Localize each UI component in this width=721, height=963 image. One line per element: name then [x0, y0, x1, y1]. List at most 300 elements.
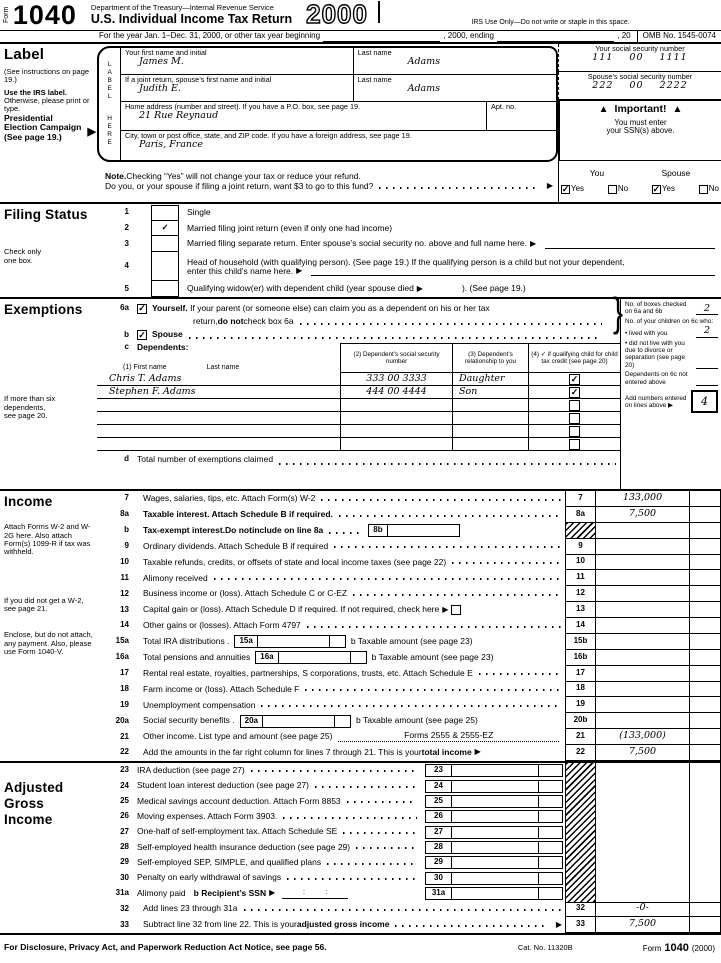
- exemptions-main: [97, 291, 623, 489]
- cents-cell[interactable]: [690, 602, 720, 618]
- cents-cell[interactable]: [690, 666, 720, 682]
- apt-number-field[interactable]: [486, 102, 556, 130]
- yourself-text: If your parent (or someone else) can claim you as a dependent on his or her tax: [190, 302, 490, 313]
- sub-entry[interactable]: [452, 811, 538, 822]
- total-exemptions-box[interactable]: 4: [691, 390, 718, 413]
- lived-with-you-value[interactable]: 2: [696, 326, 718, 338]
- warning-triangle-icon: ▲: [598, 104, 609, 116]
- line-label: Medical savings account deduction. Attach Form 8853: [137, 795, 341, 806]
- filing-line-1: [97, 205, 721, 221]
- dependent-row-3: [97, 399, 620, 412]
- income-line-9: [97, 539, 721, 555]
- cents-cell[interactable]: [690, 745, 720, 761]
- ssn-column: [558, 44, 721, 202]
- taxable-amount-label: b Taxable amount (see page 23): [371, 651, 494, 662]
- dot-leader: [329, 532, 359, 534]
- line-number: 8a: [120, 509, 129, 519]
- tax-year-end-blank[interactable]: [497, 32, 614, 42]
- omb-number: OMB No. 1545-0074: [637, 31, 721, 42]
- sub-line-number: 29: [426, 857, 452, 868]
- dot-leader: [305, 689, 561, 691]
- sub-entry[interactable]: [452, 888, 538, 899]
- entry-box-24: [425, 780, 563, 793]
- dependent-name[interactable]: Chris T. Adams: [109, 372, 182, 384]
- sub-cents[interactable]: [538, 888, 562, 899]
- entry-box-30: [425, 872, 563, 885]
- first-name-value: James M.: [139, 56, 184, 68]
- filing-status-title: Filing Status: [4, 207, 88, 222]
- sub-cents[interactable]: [538, 765, 562, 776]
- dependent-relationship[interactable]: Son: [452, 386, 528, 398]
- last-name-label: Last name: [357, 48, 392, 57]
- filing-status-lines: [97, 204, 721, 297]
- dependent-name[interactable]: [97, 412, 340, 424]
- line-label: Other income. List type and amount (see page 25): [143, 731, 333, 742]
- income-lines: [97, 491, 721, 761]
- cents-cell[interactable]: [690, 697, 720, 713]
- form-title: U.S. Individual Income Tax Return: [90, 12, 293, 27]
- ssn-colon: :: [302, 888, 305, 896]
- label-here-word1: LABEL: [106, 61, 114, 102]
- amount-cell[interactable]: [596, 555, 690, 571]
- sub-entry[interactable]: [452, 781, 538, 792]
- filing-line-2: [97, 221, 721, 237]
- inline-entry[interactable]: [387, 525, 459, 536]
- cents-cell[interactable]: [690, 634, 720, 650]
- first-name-field[interactable]: [121, 48, 354, 74]
- child-tax-credit-checkbox[interactable]: [569, 426, 580, 437]
- other-income-type-entry[interactable]: Forms 2555 & 2555-EZ: [338, 731, 559, 742]
- dependents-header: [97, 343, 620, 373]
- sub-cents[interactable]: [538, 796, 562, 807]
- home-address-value: 21 Rue Reynaud: [139, 110, 219, 122]
- spouse-ssn-field[interactable]: [558, 72, 721, 100]
- line-number: 22: [120, 747, 129, 757]
- cents-cell[interactable]: [690, 901, 720, 917]
- dependents-not-entered-blank[interactable]: [696, 385, 718, 386]
- spouse-last-name-field[interactable]: [354, 75, 556, 101]
- sub-entry[interactable]: [452, 842, 538, 853]
- amount-cell[interactable]: [596, 729, 690, 745]
- dot-leader: [356, 847, 417, 849]
- line-20a-entry-box: [240, 715, 351, 728]
- filing-checkbox-4[interactable]: [151, 252, 179, 281]
- dependent-relationship[interactable]: [452, 412, 528, 424]
- inline-box-number: 16a: [260, 652, 274, 662]
- amount-cell[interactable]: [596, 586, 690, 602]
- line-8b-entry-box: [368, 524, 459, 537]
- income-line-10: [97, 555, 721, 571]
- right-line-number: 8a: [566, 507, 596, 523]
- line-number: 9: [124, 541, 129, 551]
- dependent-name[interactable]: [97, 425, 340, 437]
- filing-checkbox-5[interactable]: [151, 281, 179, 297]
- line-label: Add the amounts in the far right column for lines 7 through 21. This is your: [143, 747, 422, 758]
- recipient-ssn-blank[interactable]: [282, 889, 348, 899]
- right-line-number: 21: [566, 729, 596, 745]
- child-tax-credit-checkbox[interactable]: [569, 413, 580, 424]
- income-line-7: [97, 491, 721, 507]
- sub-line-number: 25: [426, 796, 452, 807]
- footer-form-number: 1040: [664, 941, 689, 954]
- sub-entry[interactable]: [452, 796, 538, 807]
- cents-cell[interactable]: [690, 491, 720, 507]
- dependent-name[interactable]: Stephen F. Adams: [109, 385, 196, 397]
- filing-checkbox-2[interactable]: ✓: [151, 221, 179, 237]
- sub-entry[interactable]: [452, 827, 538, 838]
- right-line-number: 16b: [566, 650, 596, 666]
- line-6b: [97, 328, 620, 342]
- right-line-number: 14: [566, 618, 596, 634]
- spouse-yes-checkbox[interactable]: ✓: [652, 184, 661, 195]
- sub-cents[interactable]: [538, 781, 562, 792]
- right-line-number: 22: [566, 745, 596, 761]
- amount-value: 133,000: [622, 492, 663, 504]
- line-label: Student loan interest deduction (see page 27): [137, 780, 310, 791]
- cents-cell[interactable]: [690, 586, 720, 602]
- catalog-number: Cat. No. 11320B: [517, 942, 573, 952]
- line-number: 26: [120, 811, 129, 821]
- important-box: [558, 100, 721, 160]
- dot-leader: [283, 817, 417, 819]
- presidential-note-bold: Note.: [105, 171, 127, 182]
- cents-cell[interactable]: [690, 507, 720, 523]
- dot-leader: [479, 673, 561, 675]
- line-number: 4: [124, 261, 129, 271]
- tax-year-line-label: For the year Jan. 1–Dec. 31, 2000, or other tax year beginning: [99, 31, 321, 41]
- filing-status-rail: [0, 204, 97, 297]
- entry-box-26: [425, 810, 563, 823]
- must-enter-line2: your SSN(s) above.: [606, 126, 675, 136]
- filing-line-5: [97, 281, 721, 297]
- amount-cell[interactable]: [596, 682, 690, 698]
- yourself-checkbox[interactable]: ✓: [138, 303, 146, 313]
- spouse-no-checkbox[interactable]: [699, 185, 708, 194]
- amount-cell[interactable]: [596, 650, 690, 666]
- schedule-d-checkbox[interactable]: [451, 605, 461, 615]
- right-arrow-icon: ▶: [296, 266, 303, 276]
- dot-leader: [279, 463, 616, 465]
- line-number: 16a: [115, 652, 129, 662]
- right-line-number: 17: [566, 666, 596, 682]
- city-label: City, town or post office, state, and ZIP code. If you have a foreign address, see page 19.: [125, 131, 412, 140]
- line-label: Unemployment compensation: [143, 699, 256, 710]
- dot-leader: [214, 578, 561, 580]
- you-header: You: [589, 167, 605, 178]
- spouse-first-name-value: Judith E.: [139, 83, 181, 95]
- filing-label-5: Qualifying widow(er) with dependent child (year spouse died: [187, 283, 414, 294]
- cents-cell[interactable]: [690, 917, 720, 933]
- cents-cell[interactable]: [690, 523, 720, 539]
- amount-cell[interactable]: [596, 666, 690, 682]
- dependent-check-cell: [528, 438, 620, 450]
- dependents-not-entered-label: Dependents on 6c not entered above: [625, 371, 688, 386]
- right-line-number: 18: [566, 682, 596, 698]
- spouse-last-name-label: Last name: [357, 75, 392, 84]
- you-yes-checkbox[interactable]: ✓: [561, 184, 570, 195]
- sub-cents[interactable]: [538, 827, 562, 838]
- line-label: Social security benefits .: [143, 715, 235, 726]
- line-number: 7: [124, 493, 129, 503]
- child-name-blank[interactable]: [311, 267, 715, 276]
- label-section: [0, 44, 721, 204]
- right-arrow-icon: ▶: [416, 283, 423, 293]
- city-row: [121, 131, 556, 160]
- sub-entry[interactable]: [452, 857, 538, 868]
- footer-form-id: [643, 942, 715, 954]
- dependent-check-cell: [528, 386, 620, 398]
- dependent-ssn[interactable]: [340, 438, 452, 450]
- entry-box-28: [425, 841, 563, 854]
- tax-year: 2000: [306, 0, 368, 30]
- dependent-check-cell: [528, 425, 620, 437]
- dot-leader: [300, 323, 602, 325]
- agi-cents-column: [690, 763, 720, 902]
- dependent-name[interactable]: [97, 399, 340, 411]
- sub-entry[interactable]: [452, 873, 538, 884]
- amount-cell[interactable]: [596, 618, 690, 634]
- line-6a: [97, 302, 620, 315]
- you-no-checkbox[interactable]: [608, 185, 617, 194]
- sub-entry[interactable]: [452, 765, 538, 776]
- total-exemptions-label: Total number of exemptions claimed: [137, 453, 274, 464]
- col1-last-name: Last name: [206, 364, 240, 372]
- presidential-line3: (See page 19.): [4, 132, 62, 142]
- dependent-ssn[interactable]: 333 00 3333: [340, 373, 452, 385]
- col1-first-name: (1) First name: [123, 364, 167, 372]
- amount-cell[interactable]: [596, 523, 690, 539]
- line-label: Wages, salaries, tips, etc. Attach Form(s) W-2: [143, 493, 316, 504]
- right-line-number: 11: [566, 570, 596, 586]
- amount-cell[interactable]: [596, 901, 690, 917]
- cents-cell[interactable]: [690, 729, 720, 745]
- use-irs-label-bold: Use the IRS label.: [4, 87, 67, 97]
- line-15a-entry-box: [234, 635, 345, 648]
- right-line-number: 15b: [566, 634, 596, 650]
- line-number: 24: [120, 780, 129, 790]
- line-label: Other gains or (losses). Attach Form 4797: [143, 620, 301, 631]
- line-number: 18: [120, 683, 129, 693]
- line-label: Ordinary dividends. Attach Schedule B if required: [143, 540, 329, 551]
- line-label: Alimony paid: [137, 887, 186, 898]
- sub-cents[interactable]: [538, 857, 562, 868]
- line-number: c: [124, 342, 129, 351]
- important-label: Important!: [614, 103, 667, 115]
- line-label: One-half of self-employment tax. Attach Schedule SE: [137, 826, 338, 837]
- dot-leader: [334, 546, 561, 548]
- income-line-8b: [97, 523, 721, 539]
- label-bracket: [97, 46, 558, 162]
- exemptions-margin-notes: [620, 299, 721, 489]
- sub-line-number: 28: [426, 842, 452, 853]
- amount-cell[interactable]: [596, 602, 690, 618]
- dependent-ssn[interactable]: [340, 425, 452, 437]
- last-name-field[interactable]: [354, 48, 556, 74]
- dependent-relationship[interactable]: [452, 399, 528, 411]
- line-number: b: [124, 329, 129, 339]
- cents-cell[interactable]: [690, 713, 720, 729]
- spouse-checkbox[interactable]: ✓: [138, 329, 146, 340]
- dependent-row-6: [97, 438, 620, 451]
- page-footer: [0, 935, 721, 959]
- inline-entry[interactable]: [262, 716, 334, 727]
- presidential-note-rest: Checking “Yes” will not change your tax or reduce your refund.: [126, 171, 361, 182]
- spouse-name-blank[interactable]: [545, 240, 715, 249]
- filing-label-5-suffix: ). (See page 19.): [461, 283, 526, 294]
- filing-checkbox-1[interactable]: [151, 205, 179, 221]
- line-number: 2: [124, 223, 129, 232]
- use-irs-label-rest: Otherwise, please print or type.: [4, 95, 90, 114]
- yes-label: Yes: [661, 184, 675, 194]
- income-line-17: [97, 666, 721, 682]
- inline-box-number: 15a: [239, 636, 253, 646]
- line-number: 31a: [115, 888, 129, 898]
- presidential-arrow-icon: ▶: [87, 125, 96, 138]
- amount-cell[interactable]: [596, 713, 690, 729]
- line-number: 32: [120, 903, 129, 913]
- cents-cell[interactable]: [690, 618, 720, 634]
- child-tax-credit-checkbox[interactable]: [569, 400, 580, 411]
- not-lived-value-blank[interactable]: [696, 368, 718, 369]
- sub-line-number: 26: [426, 811, 452, 822]
- line-16a-entry-box: [255, 651, 366, 664]
- amount-value: 7,500: [628, 746, 657, 758]
- line-label: Penalty on early withdrawal of savings: [137, 872, 282, 883]
- spouse-bold: Spouse: [152, 329, 183, 340]
- income-rail: [0, 491, 97, 761]
- amount-cell[interactable]: [596, 634, 690, 650]
- dependent-check-cell: [528, 412, 620, 424]
- line-number: 21: [120, 731, 129, 741]
- dependent-ssn[interactable]: [340, 399, 452, 411]
- sub-line-number: 23: [426, 765, 452, 776]
- boxes-checked-label: No. of boxes checked on 6a and 6b: [625, 301, 687, 316]
- dot-leader: [339, 515, 561, 517]
- amount-value: -0-: [636, 902, 649, 914]
- inline-cents[interactable]: [334, 716, 350, 727]
- inline-cents[interactable]: [350, 652, 366, 663]
- label-fields-area: [97, 44, 558, 202]
- agi-right-block: [565, 763, 721, 903]
- amount-cell[interactable]: [596, 917, 690, 933]
- line-number: 14: [120, 620, 129, 630]
- filing-checkbox-3[interactable]: [151, 236, 179, 252]
- spouse-first-name-field[interactable]: [121, 75, 354, 101]
- dependent-ssn[interactable]: 444 00 4444: [340, 386, 452, 398]
- spouse-first-name-label: If a joint return, spouse’s first name and initial: [125, 75, 272, 84]
- entry-box-25: [425, 795, 563, 808]
- amount-cell[interactable]: [596, 697, 690, 713]
- entry-box-31a: [425, 887, 563, 900]
- filing-label-1: Single: [187, 207, 211, 218]
- line-label: Rental real estate, royalties, partnerships, S corporations, trusts, etc. Attach Schedule E: [143, 667, 473, 678]
- inline-entry[interactable]: [257, 636, 329, 647]
- apt-number-label: Apt. no.: [491, 102, 517, 111]
- cents-cell[interactable]: [690, 682, 720, 698]
- agi-lines: [97, 763, 721, 933]
- line-label: Add lines 23 through 31a: [143, 903, 238, 914]
- child-tax-credit-checkbox[interactable]: ✓: [570, 373, 579, 384]
- ending-label: , 2000, ending: [443, 31, 495, 41]
- cents-cell[interactable]: [690, 539, 720, 555]
- line-number: 28: [120, 842, 129, 851]
- child-tax-credit-checkbox[interactable]: [569, 439, 580, 450]
- sub-cents[interactable]: [538, 811, 562, 822]
- line-number: 6a: [120, 303, 129, 313]
- no-label: No: [617, 184, 629, 194]
- line-label-pre: Tax-exempt interest.: [143, 524, 226, 535]
- tax-year-begin-blank[interactable]: [323, 32, 440, 42]
- dependent-name[interactable]: [97, 438, 340, 450]
- yes-label: Yes: [571, 184, 585, 194]
- line-label: Alimony received: [143, 572, 208, 583]
- dependent-relationship[interactable]: [452, 425, 528, 437]
- city-field[interactable]: [121, 131, 556, 160]
- amount-cell[interactable]: [596, 745, 690, 761]
- inline-entry[interactable]: [278, 652, 350, 663]
- dependent-ssn[interactable]: [340, 412, 452, 424]
- taxable-amount-label: b Taxable amount (see page 25): [356, 715, 478, 726]
- home-address-label: Home address (number and street). If you have a P.O. box, see page 19.: [125, 102, 361, 111]
- line-number: 1: [124, 207, 129, 217]
- inline-cents[interactable]: [329, 636, 345, 647]
- line-label: Total IRA distributions .: [143, 636, 230, 647]
- hatched-cell: [566, 523, 596, 539]
- warning-triangle-icon: ▲: [672, 104, 683, 116]
- cents-cell[interactable]: [690, 570, 720, 586]
- right-arrow-icon: ▶: [555, 919, 562, 929]
- filing-label-4: Head of household (with qualifying person). (See page 19.) If the qualifying person is a child but not your dependent,: [187, 256, 625, 267]
- sub-cents[interactable]: [538, 842, 562, 853]
- line-number: 17: [120, 668, 129, 678]
- dependent-relationship[interactable]: [452, 438, 528, 450]
- dot-leader: [353, 594, 561, 596]
- line-number: 3: [124, 238, 129, 248]
- sub-cents[interactable]: [538, 873, 562, 884]
- amount-cell[interactable]: [596, 507, 690, 523]
- home-address-field[interactable]: [121, 102, 486, 130]
- line-number: 19: [120, 699, 129, 709]
- address-row: [121, 102, 556, 131]
- line-label: Farm income or (loss). Attach Schedule F: [143, 683, 300, 694]
- your-ssn-field[interactable]: [558, 44, 721, 72]
- boxes-checked-value[interactable]: 2: [696, 304, 718, 316]
- line-label: Self-employed SEP, SIMPLE, and qualified plans: [137, 857, 322, 868]
- you-spouse-fund-area: [558, 160, 721, 202]
- amount-cell[interactable]: [596, 539, 690, 555]
- line-number: 20a: [115, 715, 129, 725]
- line-number: b: [124, 525, 129, 535]
- dependent-relationship[interactable]: Daughter: [452, 373, 528, 385]
- col2-header: (2) Dependent’s social security number: [340, 343, 452, 373]
- entry-box-23: [425, 764, 563, 777]
- first-name-label: Your first name and initial: [125, 48, 207, 57]
- yourself-line2-bold: do not: [217, 315, 244, 326]
- col3-header: (3) Dependent’s relationship to you: [452, 343, 528, 373]
- cents-cell[interactable]: [690, 555, 720, 571]
- entry-box-27: [425, 826, 563, 839]
- child-tax-credit-checkbox[interactable]: ✓: [570, 386, 579, 397]
- line-label: Taxable refunds, credits, or offsets of state and local income taxes (see page 22): [143, 556, 447, 567]
- income-line-22: [97, 745, 721, 761]
- amount-cell[interactable]: [596, 491, 690, 507]
- income-title: Income: [4, 494, 53, 509]
- cents-cell[interactable]: [690, 650, 720, 666]
- amount-cell[interactable]: [596, 570, 690, 586]
- sub-line-number: 24: [426, 781, 452, 792]
- agi-section: [0, 763, 721, 935]
- line-number: 13: [120, 604, 129, 614]
